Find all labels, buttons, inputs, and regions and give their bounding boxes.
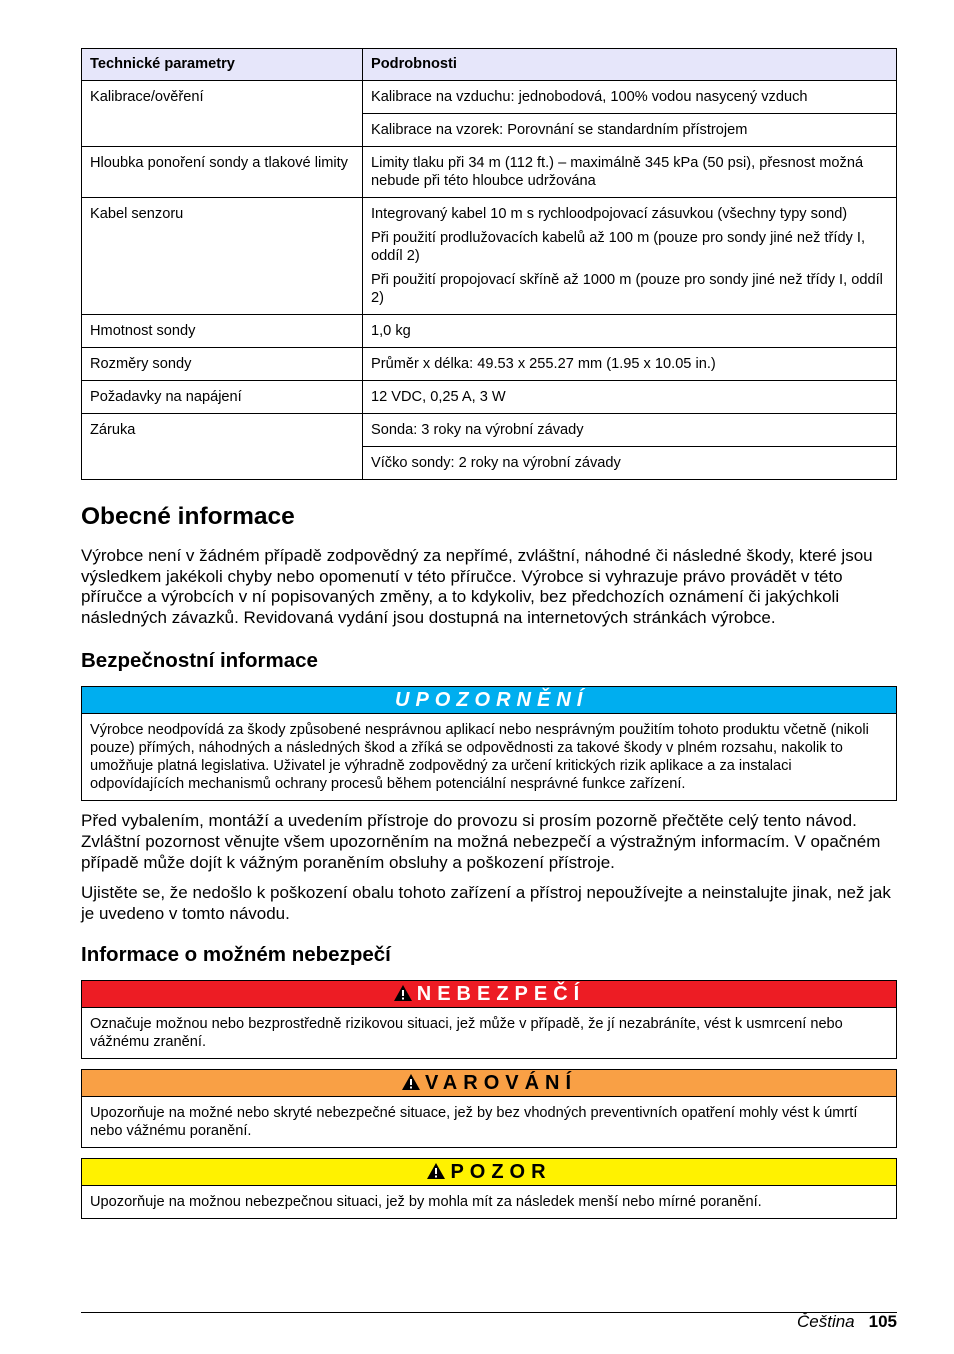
table-row — [82, 414, 897, 447]
table-row — [82, 198, 897, 315]
danger-text: Označuje možnou nebo bezprostředně rizikovou situaci, jež může v případě, že jí nezabráníte, vést k usmrcení nebo vážnému zranění. — [90, 1016, 843, 1051]
param-cell: Záruka — [82, 414, 363, 480]
section-title-safety: Bezpečnostní informace — [81, 649, 318, 673]
warning-text: Upozorňuje na možné nebo skryté nebezpečné situace, jež by bez vhodných preventivních opatření mohly vést k úmrtí nebo vážnému poranění. — [90, 1105, 858, 1140]
danger-header — [82, 981, 896, 1008]
spec-table-header — [82, 49, 897, 81]
notice-box — [81, 686, 897, 801]
detail-cell: Kalibrace na vzorek: Porovnání se standardním přístrojem — [363, 114, 897, 147]
detail-cell: Limity tlaku při 34 m (112 ft.) – maximálně 345 kPa (50 psi), přesnost možná nebude při této hloubce udržována — [363, 147, 897, 198]
table-row — [82, 315, 897, 348]
detail-line: Integrovaný kabel 10 m s rychloodpojovací zásuvkou (všechny typy sond) — [371, 206, 848, 222]
table-row — [82, 81, 897, 114]
page-footer — [797, 1312, 897, 1332]
spec-table — [81, 48, 897, 480]
notice-text: Výrobce neodpovídá za škody způsobené nesprávnou aplikací nebo nesprávným použitím tohoto produktu včetně (nikoli pouze) přímých, náhodných a následných škod a zříká se odpovědnosti za takové škody v plném rozsahu, nakolik to umožňuje platná legislativa. Uživatel je výhradně zodpovědný za určení kritických rizik aplikace a za instalaci odpovídajících mechanismů ochrany procesů během potenciální nesprávné funkce zařízení. — [90, 722, 869, 793]
footer-divider — [81, 1312, 897, 1313]
detail-line: Při použití prodlužovacích kabelů až 100 m (pouze pro sondy jiné než třídy I, oddíl 2) — [371, 230, 866, 264]
table-row — [82, 147, 897, 198]
safety-paragraph-2: Ujistěte se, že nedošlo k poškození obalu tohoto zařízení a přístroj nepoužívejte a neinstalujte jinak, než jak je uvedeno v tomto návodu. — [81, 883, 891, 923]
warning-box — [81, 1069, 897, 1148]
param-cell: Kalibrace/ověření — [82, 81, 363, 147]
notice-label: UPOZORNĚNÍ — [82, 687, 896, 714]
param-cell: Hmotnost sondy — [82, 315, 363, 348]
detail-cell — [363, 198, 897, 315]
general-paragraph: Výrobce není v žádném případě zodpovědný za nepřímé, zvláštní, náhodné či následné škody, které jsou výsledkem jakékoli chyby nebo opomenutí v této příručce. Výrobce si vyhrazuje právo provádět v této příručce a výrobcích v ní popisovaných změny, a to kdykoliv, bez předchozích oznámení či jakýchkoli následných závazků. Revidovaná vydání jsou dostupná na internetových stránkách výrobce. — [81, 546, 873, 627]
warning-header — [82, 1070, 896, 1097]
caution-label: POZOR — [450, 1161, 552, 1184]
param-cell: Rozměry sondy — [82, 348, 363, 381]
warning-triangle-icon — [401, 1073, 421, 1091]
warning-triangle-icon — [426, 1162, 446, 1180]
detail-cell: Průměr x délka: 49.53 x 255.27 mm (1.95 x 10.05 in.) — [363, 348, 897, 381]
warning-label: VAROVÁNÍ — [424, 1072, 578, 1095]
detail-line: Při použití propojovací skříně až 1000 m (pouze pro sondy jiné než třídy I, oddíl 2) — [371, 272, 883, 306]
param-cell: Požadavky na napájení — [82, 381, 363, 414]
danger-label: NEBEZPEČÍ — [416, 983, 586, 1006]
detail-cell: Víčko sondy: 2 roky na výrobní závady — [363, 447, 897, 480]
param-cell: Hloubka ponoření sondy a tlakové limity — [82, 147, 363, 198]
detail-cell: Sonda: 3 roky na výrobní závady — [363, 414, 897, 447]
section-title-general: Obecné informace — [81, 503, 295, 530]
param-cell: Kabel senzoru — [82, 198, 363, 315]
warning-triangle-icon — [393, 984, 413, 1002]
danger-box — [81, 980, 897, 1059]
caution-box — [81, 1158, 897, 1219]
header-details: Podrobnosti — [363, 49, 897, 81]
table-row — [82, 348, 897, 381]
detail-cell: 12 VDC, 0,25 A, 3 W — [363, 381, 897, 414]
page-number: 105 — [868, 1312, 897, 1331]
page-content — [81, 48, 897, 1229]
caution-text: Upozorňuje na možnou nebezpečnou situaci, jež by mohla mít za následek menší nebo mírné poranění. — [90, 1194, 762, 1211]
detail-cell: 1,0 kg — [363, 315, 897, 348]
footer-language: Čeština — [796, 1312, 855, 1331]
caution-header — [82, 1159, 896, 1186]
section-title-hazard: Informace o možném nebezpečí — [81, 943, 391, 967]
detail-cell: Kalibrace na vzduchu: jednobodová, 100% vodou nasycený vzduch — [363, 81, 897, 114]
table-row — [82, 381, 897, 414]
safety-paragraph-1: Před vybalením, montáží a uvedením přístroje do provozu si prosím pozorně přečtěte celý tento návod. Zvláštní pozornost věnujte všem upozorněním na možná nebezpečí a výstražným informacím. V opačném případě může dojít k vážným poraněním obsluhy a poškození přístroje. — [81, 811, 881, 872]
header-params: Technické parametry — [82, 49, 363, 81]
